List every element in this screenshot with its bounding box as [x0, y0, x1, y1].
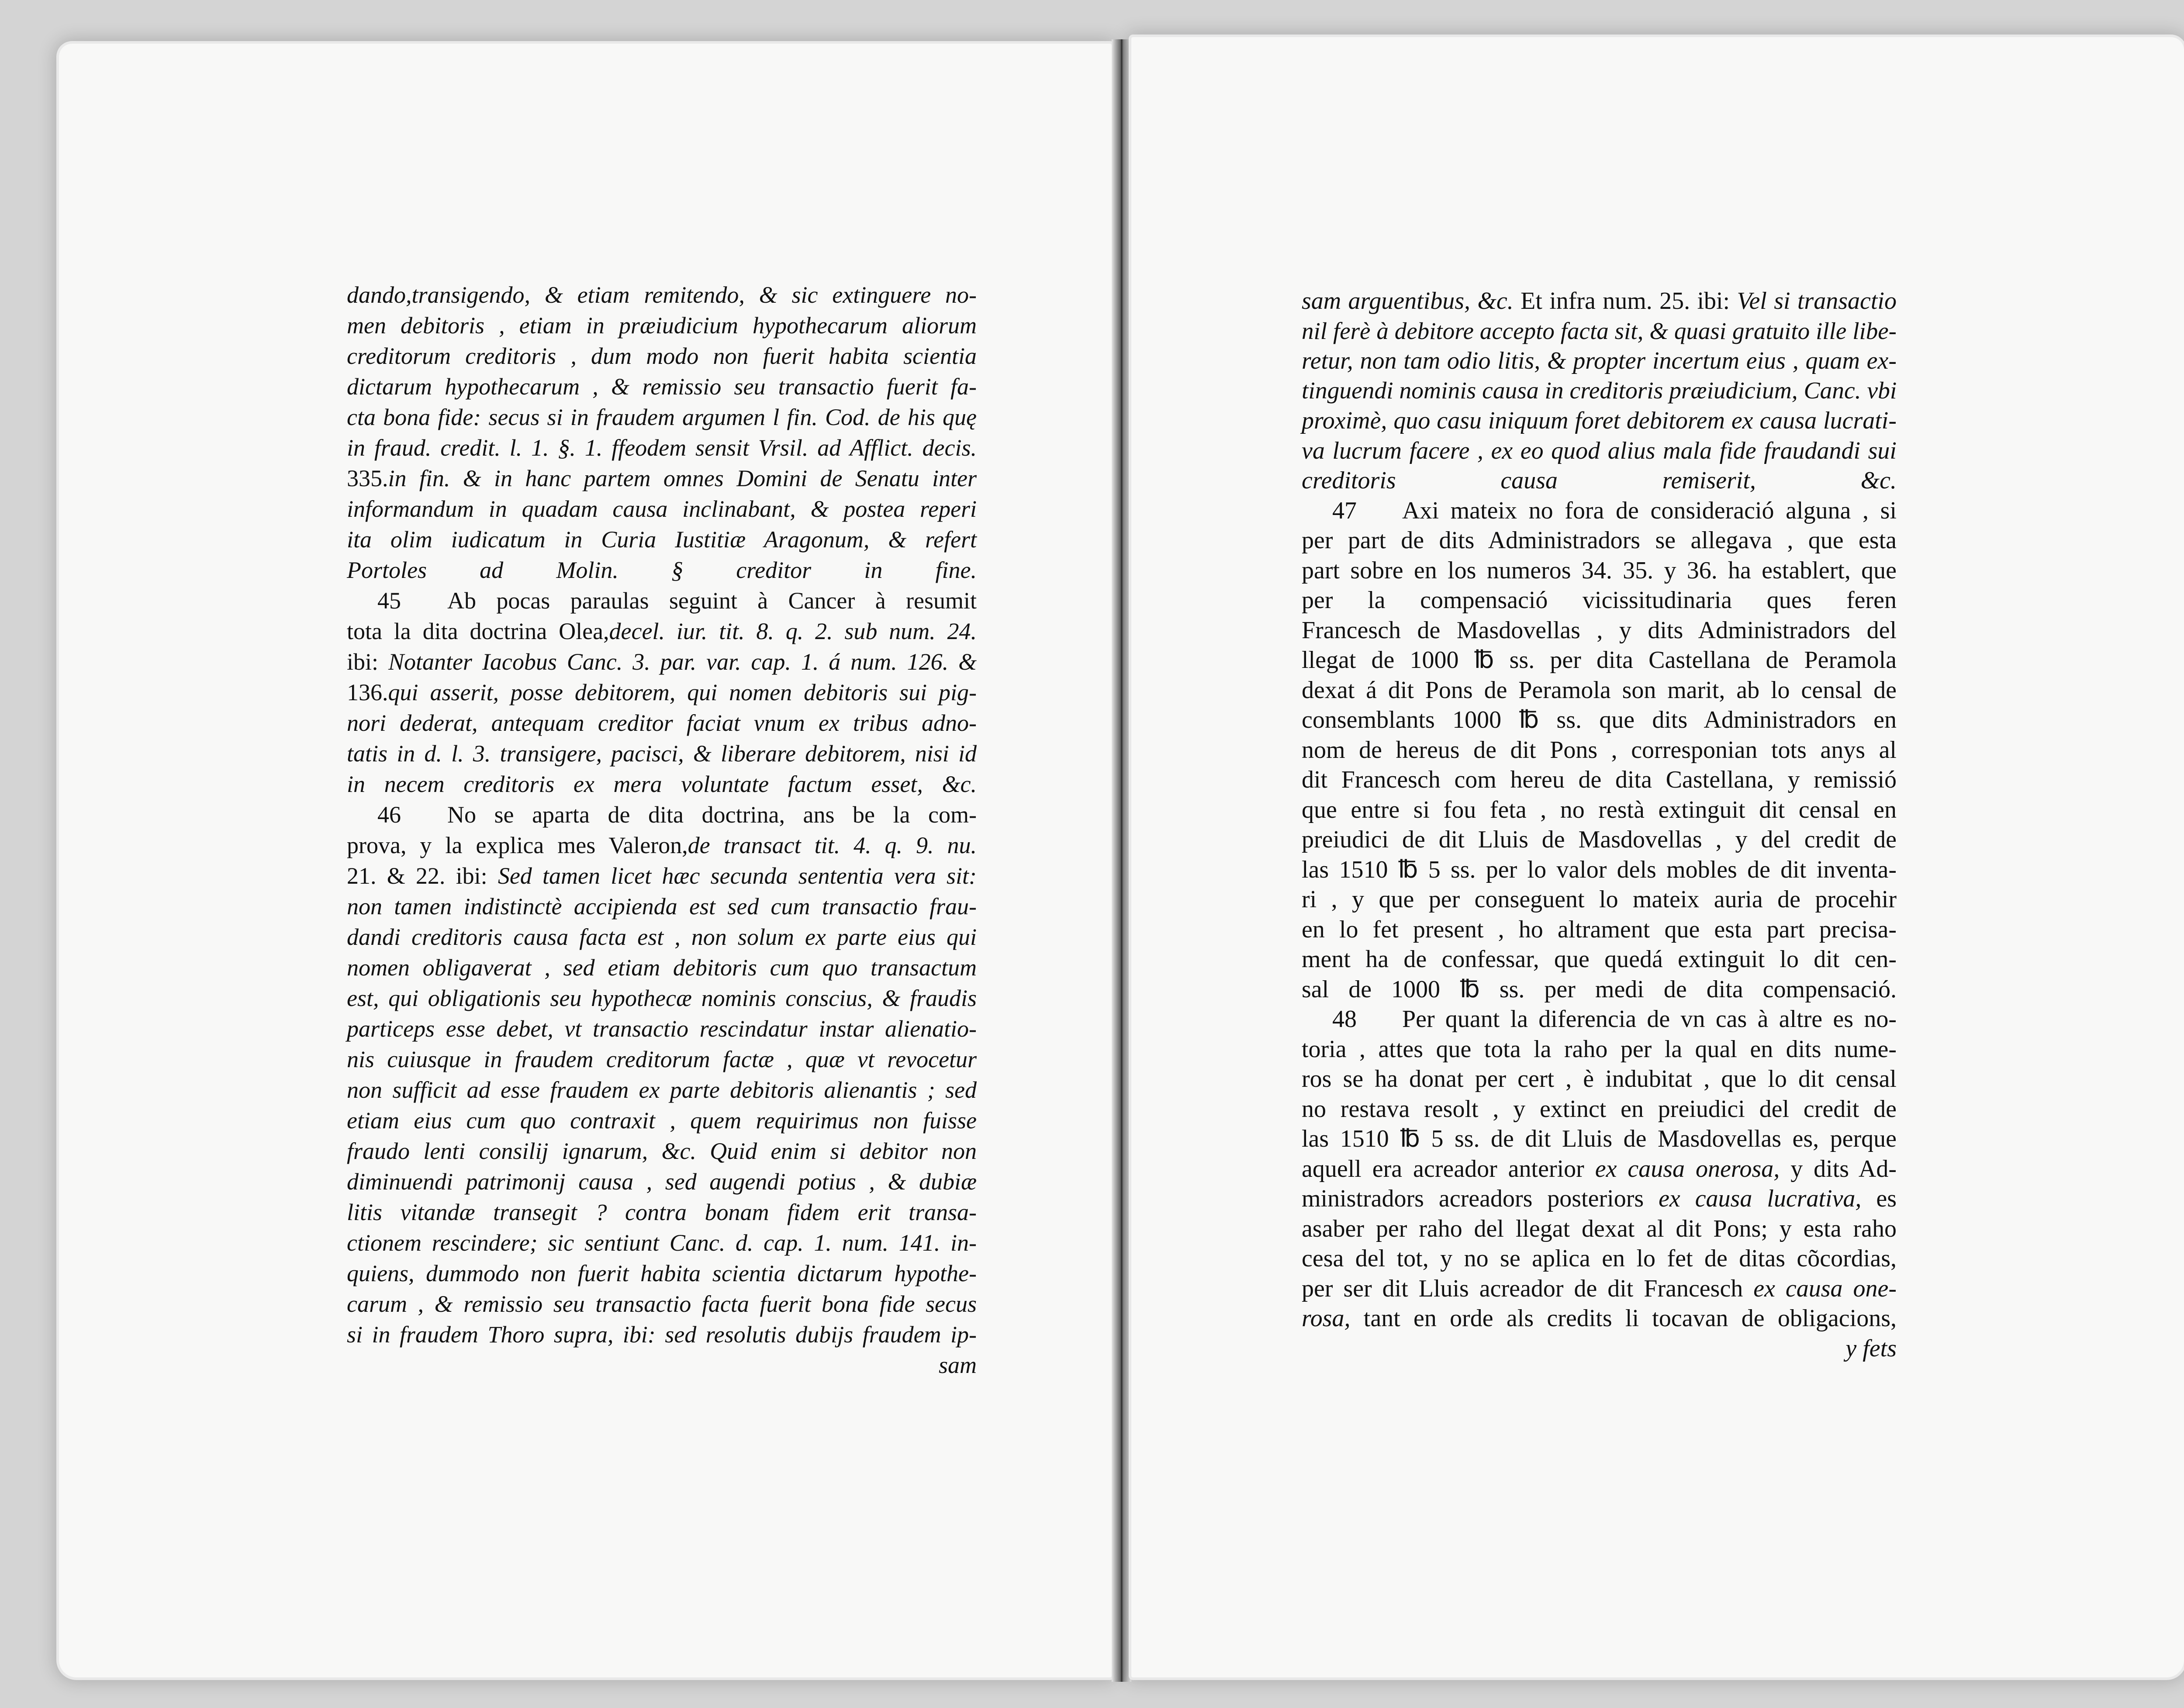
text-segment: 335.	[347, 465, 388, 491]
text-line	[347, 310, 977, 341]
paragraph-number: 45	[377, 588, 401, 614]
text-segment: dandi creditoris causa facta est , non solum ex parte eius qui	[347, 924, 977, 950]
text-segment: llegat de 1000 ℔ ss. per dita Castellana de Peramola	[1302, 647, 1897, 674]
text-line	[1302, 466, 1897, 496]
text-segment: Et infra num. 25. ibi:	[1513, 287, 1737, 315]
text-segment: cesa del tot, y no se aplica en lo fet de ditas cõcordias,	[1302, 1245, 1897, 1272]
text-segment: ibi:	[347, 649, 388, 675]
text-segment: Notanter Iacobus Canc. 3. par. var. cap. 1. á num. 126. &	[388, 649, 977, 675]
text-segment: asaber per raho del llegat dexat al dit Pons; y esta raho	[1302, 1215, 1897, 1242]
text-segment: per part de dits Administradors se allegava , que esta	[1302, 527, 1897, 554]
text-segment: ri , y que per conseguent lo mateix auria de procehir	[1302, 886, 1897, 913]
text-segment: part sobre en los numeros 34. 35. y 36. ha establert, que	[1302, 557, 1897, 584]
text-line	[1302, 825, 1897, 855]
text-line	[347, 1289, 977, 1319]
text-segment: etiam eius cum quo contraxit , quem requirimus non fuisse	[347, 1107, 977, 1134]
text-line	[347, 647, 977, 677]
text-line	[1302, 645, 1897, 675]
text-segment: sal de 1000 ℔ ss. per medi de dita compensació.	[1302, 975, 1897, 1003]
text-segment: fraudo lenti consilij ignarum, &c. Quid enim si debitor non	[347, 1138, 977, 1164]
text-line	[1302, 556, 1897, 586]
text-line	[347, 861, 977, 891]
text-line	[347, 371, 977, 402]
text-segment: las 1510 ℔ 5 ss. per lo valor dels mobles de dit inventa-	[1302, 856, 1897, 883]
text-segment: Francesch de Masdovellas , y dits Administradors del	[1302, 616, 1897, 644]
text-line	[1302, 1274, 1897, 1304]
text-segment: nom de hereus de dit Pons , corresponian tots anys al	[1302, 736, 1897, 764]
text-line	[1302, 795, 1897, 825]
text-line	[347, 830, 977, 861]
text-line	[1302, 286, 1897, 316]
text-segment: nori dederat, antequam creditor faciat vnum ex tribus adno-	[347, 710, 977, 736]
text-segment: in necem creditoris ex mera voluntate factum esset, &c.	[347, 771, 977, 797]
text-segment: dit Francesch com hereu de dita Castellana, y remissió	[1302, 766, 1897, 793]
text-line	[1302, 1004, 1897, 1034]
text-line	[1302, 944, 1897, 975]
text-segment: toria , attes que tota la raho per la qual en dits nume-	[1302, 1035, 1897, 1063]
text-segment: las 1510 ℔ 5 ss. de dit Lluis de Masdovellas es, perque	[1302, 1125, 1897, 1152]
text-line	[347, 1075, 977, 1105]
text-segment: rosa,	[1302, 1305, 1351, 1332]
text-segment: quiens, dummodo non fuerit habita scientia dictarum hypothe-	[347, 1260, 977, 1286]
text-line	[1302, 615, 1897, 646]
text-line	[347, 891, 977, 922]
text-segment: ex causa onerosa,	[1595, 1155, 1780, 1182]
text-line	[347, 738, 977, 769]
text-segment: Ab pocas paraulas seguint à Cancer à resumit	[447, 588, 977, 614]
text-segment: consemblants 1000 ℔ ss. que dits Administradors en	[1302, 706, 1897, 733]
text-segment: aquell era acreador anterior	[1302, 1155, 1595, 1182]
text-segment: tant en orde als credits li tocavan de obligacions,	[1350, 1305, 1897, 1332]
text-segment: tota la dita doctrina Olea,	[347, 618, 609, 644]
text-line	[347, 677, 977, 708]
text-line	[1302, 526, 1897, 556]
text-line	[1302, 855, 1897, 885]
text-segment: carum , & remissio seu transactio facta fuerit bona fide secus	[347, 1291, 977, 1317]
text-segment: retur, non tam odio litis, & propter incertum eius , quam ex-	[1302, 347, 1897, 374]
text-segment: de transact tit. 4. q. 9. nu.	[688, 832, 977, 858]
text-segment: in fraud. credit. l. 1. §. 1. ffeodem sensit Vrsil. ad Afflict. decis.	[347, 435, 977, 461]
text-line	[1302, 975, 1897, 1005]
text-segment: 136.	[347, 679, 388, 705]
text-line	[1302, 885, 1897, 915]
text-segment: ita olim iudicatum in Curia Iustitiæ Aragonum, & refert	[347, 526, 977, 553]
text-segment: ministradors acreadors posteriors	[1302, 1185, 1659, 1212]
text-segment: tinguendi nominis causa in creditoris præiudicium, Canc. vbi	[1302, 377, 1897, 404]
text-line	[347, 1105, 977, 1136]
text-segment: per ser dit Lluis acreador de dit Francesch	[1302, 1275, 1754, 1302]
text-line	[1302, 496, 1897, 526]
text-segment: Sed tamen licet hæc secunda sententia vera sit:	[498, 863, 977, 889]
text-segment: nomen obligaverat , sed etiam debitoris cum quo transactum	[347, 954, 977, 981]
text-segment: decel. iur. tit. 8. q. 2. sub num. 24.	[609, 618, 977, 644]
text-segment: que entre si fou feta , no restà extinguit dit censal en	[1302, 796, 1897, 823]
text-segment: en lo fet present , ho altrament que esta part precisa-	[1302, 916, 1897, 943]
text-line	[1302, 675, 1897, 705]
text-line	[1302, 1094, 1897, 1124]
text-line	[347, 524, 977, 555]
paragraph-number: 46	[377, 802, 401, 828]
text-segment: va lucrum facere , ex eo quod alius mala fide fraudandi sui	[1302, 437, 1897, 464]
text-segment: non tamen indistinctè accipienda est sed cum transactio frau-	[347, 893, 977, 920]
text-line	[347, 769, 977, 799]
left-page-text	[347, 280, 977, 1380]
text-line	[347, 1136, 977, 1166]
text-line	[1302, 1303, 1897, 1334]
text-segment: dictarum hypothecarum , & remissio seu transactio fuerit fa-	[347, 373, 977, 400]
text-segment: proximè, quo casu iniquum foret debitorem ex causa lucrati-	[1302, 407, 1897, 434]
text-line	[347, 952, 977, 983]
text-segment: diminuendi patrimonij causa , sed augendi potius , & dubiæ	[347, 1169, 977, 1195]
text-line	[1302, 585, 1897, 615]
text-line	[347, 1197, 977, 1227]
text-line	[347, 799, 977, 830]
catchword: y fets	[1845, 1335, 1897, 1362]
text-segment: si in fraudem Thoro supra, ibi: sed resolutis dubijs fraudem ip-	[347, 1321, 977, 1348]
text-segment: Vel si transactio	[1737, 287, 1897, 315]
text-segment: ctionem rescindere; sic sentiunt Canc. d. cap. 1. num. 141. in-	[347, 1230, 977, 1256]
text-line	[1302, 765, 1897, 795]
text-segment: dando,transigendo, & etiam remitendo, & sic extinguere no-	[347, 282, 977, 308]
text-line	[347, 1319, 977, 1350]
text-segment: tatis in d. l. 3. transigere, pacisci, & liberare debitorem, nisi id	[347, 740, 977, 767]
text-segment: sam arguentibus, &c.	[1302, 287, 1514, 315]
text-segment: est, qui obligationis seu hypothecæ nominis conscius, & fraudis	[347, 985, 977, 1011]
text-line	[347, 1227, 977, 1258]
text-segment: prova, y la explica mes Valeron,	[347, 832, 688, 858]
text-line	[347, 1166, 977, 1197]
text-segment: per la compensació vicissitudinaria ques feren	[1302, 587, 1897, 614]
text-segment: ex causa one-	[1753, 1275, 1897, 1302]
text-segment: ment ha de confessar, que quedá extinguit lo dit cen-	[1302, 946, 1897, 973]
text-line	[347, 983, 977, 1013]
text-segment: y dits Ad-	[1780, 1155, 1897, 1182]
text-line	[1302, 705, 1897, 735]
text-segment: nil ferè à debitore accepto facta sit, & quasi gratuito ille libe-	[1302, 317, 1897, 344]
text-line	[347, 494, 977, 524]
text-line	[347, 922, 977, 952]
text-line	[347, 555, 977, 585]
text-line	[347, 585, 977, 616]
text-line	[1302, 1214, 1897, 1244]
text-line	[347, 280, 977, 310]
text-segment: in fin. & in hanc partem omnes Domini de Senatu inter	[388, 465, 977, 491]
text-segment: qui asserit, posse debitorem, qui nomen debitoris sui pig-	[388, 679, 977, 705]
book-gutter	[1112, 39, 1131, 1682]
text-segment: men debitoris , etiam in præiudicium hypothecarum aliorum	[347, 312, 977, 339]
text-line	[1302, 1064, 1897, 1094]
text-line	[347, 1258, 977, 1289]
text-line	[347, 1044, 977, 1075]
text-line	[347, 402, 977, 432]
text-line	[1302, 436, 1897, 466]
text-line	[347, 1013, 977, 1044]
text-line	[1302, 1034, 1897, 1065]
text-segment: informandum in quadam causa inclinabant, & postea reperi	[347, 496, 977, 522]
text-line	[347, 341, 977, 371]
text-segment: 21. & 22. ibi:	[347, 863, 498, 889]
text-segment: nis cuiusque in fraudem creditorum factæ , quæ vt revocetur	[347, 1046, 977, 1072]
text-line	[1302, 1184, 1897, 1214]
catchword: sam	[938, 1352, 977, 1378]
text-line	[1302, 1154, 1897, 1184]
text-segment: particeps esse debet, vt transactio rescindatur instar alienatio-	[347, 1016, 977, 1042]
text-line	[1302, 376, 1897, 406]
text-line	[1302, 346, 1897, 376]
text-segment: litis vitandæ transegit ? contra bonam fidem erit transa-	[347, 1199, 977, 1225]
paragraph-number: 47	[1332, 497, 1357, 524]
text-line	[1302, 735, 1897, 765]
text-segment: Per quant la diferencia de vn cas à altre es no-	[1402, 1006, 1897, 1033]
text-segment: preiudici de dit Lluis de Masdovellas , y del credit de	[1302, 826, 1897, 853]
text-segment: ros se ha donat per cert , è indubitat , que lo dit censal	[1302, 1065, 1897, 1093]
text-line	[1302, 316, 1897, 346]
text-line	[1302, 406, 1897, 436]
text-segment: cta bona fide: secus si in fraudem argumen l fin. Cod. de his quę	[347, 404, 977, 430]
text-line	[1302, 1244, 1897, 1274]
text-segment: non sufficit ad esse fraudem ex parte debitoris alienantis ; sed	[347, 1077, 977, 1103]
text-segment: Portoles ad Molin. § creditor in fine.	[347, 557, 977, 583]
text-line	[1302, 915, 1897, 945]
text-line	[347, 432, 977, 463]
text-segment: Axi mateix no fora de consideració alguna , si	[1402, 497, 1897, 524]
text-segment: No se aparta de dita doctrina, ans be la com-	[447, 802, 977, 828]
text-segment: dexat á dit Pons de Peramola son marit, ab lo censal de	[1302, 676, 1897, 704]
paragraph-number: 48	[1332, 1006, 1357, 1033]
text-segment: es	[1861, 1185, 1897, 1212]
right-page-text	[1302, 286, 1897, 1363]
text-segment: creditoris causa remiserit, &c.	[1302, 467, 1897, 494]
text-line	[347, 463, 977, 494]
text-segment: creditorum creditoris , dum modo non fuerit habita scientia	[347, 343, 977, 369]
text-line	[1302, 1124, 1897, 1154]
text-line	[347, 708, 977, 738]
text-line	[347, 616, 977, 647]
text-segment: ex causa lucrativa,	[1659, 1185, 1862, 1212]
text-segment: no restava resolt , y extinct en preiudici del credit de	[1302, 1095, 1897, 1123]
